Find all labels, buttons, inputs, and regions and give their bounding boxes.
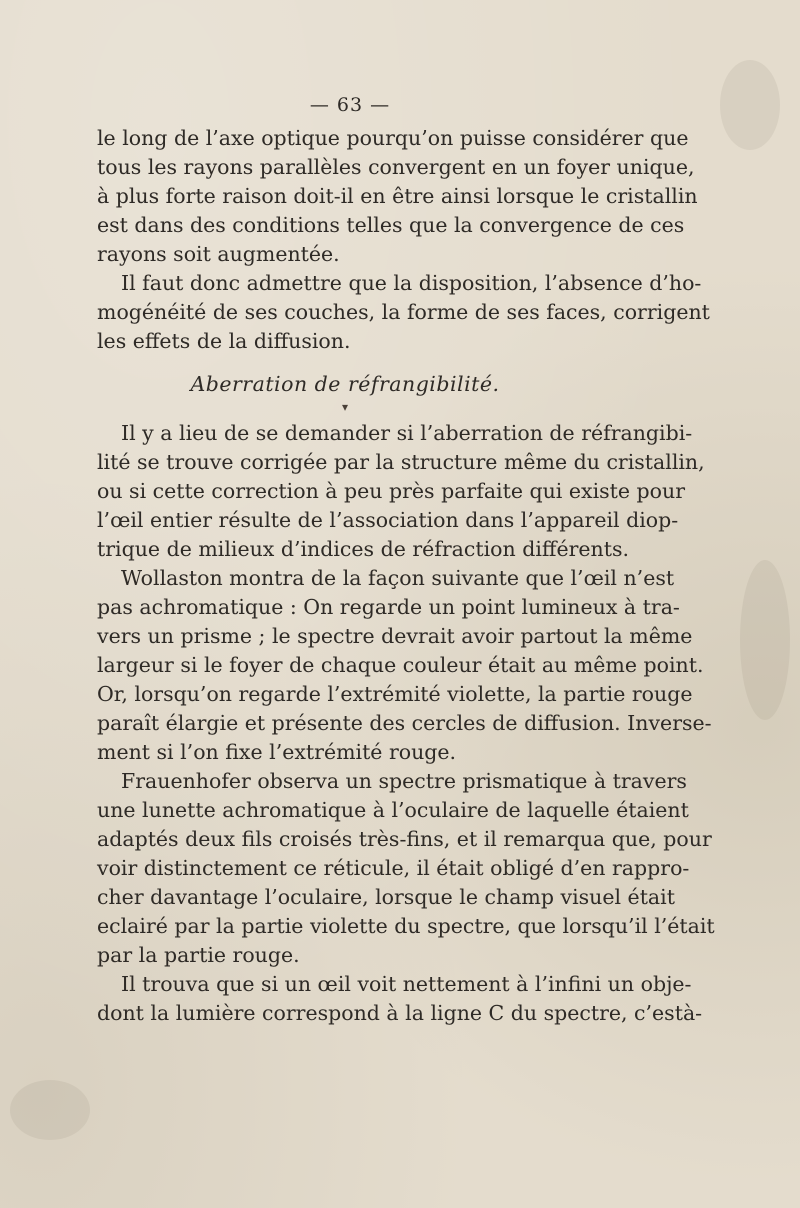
text-line: à plus forte raison doit-il en être ainsi lorsque le cristallin [97, 184, 698, 208]
paragraph-6 [97, 970, 703, 1028]
paragraph-5 [97, 767, 715, 970]
paper-stain [740, 560, 790, 720]
section-heading: Aberration de réfrangibilité. [190, 372, 500, 396]
text-line: ou si cette correction à peu près parfaite qui existe pour [97, 479, 686, 503]
text-line: eclairé par la partie violette du spectre, que lorsqu’il l’était [97, 914, 715, 938]
text-line: Or, lorsqu’on regarde l’extrémité violette, la partie rouge [97, 682, 693, 706]
text-line: dont la lumière correspond à la ligne C du spectre, c’està- [97, 1001, 703, 1025]
text-line: adaptés deux fils croisés très-fins, et il remarqua que, pour [97, 827, 712, 851]
text-line: vers un prisme ; le spectre devrait avoir partout la même [97, 624, 693, 648]
text-line: largeur si le foyer de chaque couleur était au même point. [97, 653, 704, 677]
paragraph-4 [97, 564, 712, 767]
text-line: Il y a lieu de se demander si l’aberration de réfrangibi- [121, 421, 693, 445]
text-line: les effets de la diffusion. [97, 329, 351, 353]
body-text [97, 124, 715, 1028]
text-line: pas achromatique : On regarde un point lumineux à tra- [97, 595, 680, 619]
text-line: le long de l’axe optique pourqu’on puisse considérer que [97, 126, 689, 150]
text-line: mogénéité de ses couches, la forme de ses faces, corrigent [97, 300, 710, 324]
text-line: Wollaston montra de la façon suivante que l’œil n’est [121, 566, 675, 590]
text-line: ment si l’on fixe l’extrémité rouge. [97, 740, 457, 764]
text-line: voir distinctement ce réticule, il était obligé d’en rappro- [97, 856, 690, 880]
text-line: l’œil entier résulte de l’association dans l’appareil diop- [97, 508, 679, 532]
text-line: lité se trouve corrigée par la structure même du cristallin, [97, 450, 705, 474]
text-line: par la partie rouge. [97, 943, 300, 967]
paragraph-3 [97, 419, 705, 564]
text-line: cher davantage l’oculaire, lorsque le champ visuel était [97, 885, 675, 909]
ornament-mark: ▾ [341, 400, 349, 414]
text-line: Il trouva que si un œil voit nettement à l’infini un obje- [121, 972, 692, 996]
paper-stain [10, 1080, 90, 1140]
text-line: paraît élargie et présente des cercles de diffusion. Inverse- [97, 711, 712, 735]
text-line: Il faut donc admettre que la disposition, l’absence d’ho- [121, 271, 702, 295]
page-number: — 63 — [309, 94, 391, 116]
text-line: Frauenhofer observa un spectre prismatique à travers [121, 769, 687, 793]
text-line: trique de milieux d’indices de réfraction différents. [97, 537, 630, 561]
paper-stain [720, 60, 780, 150]
text-line: une lunette achromatique à l’oculaire de laquelle étaient [97, 798, 689, 822]
text-line: rayons soit augmentée. [97, 242, 340, 266]
text-line: est dans des conditions telles que la convergence de ces [97, 213, 685, 237]
paragraph-1 [97, 124, 698, 269]
text-line: tous les rayons parallèles convergent en un foyer unique, [97, 155, 695, 179]
paragraph-2 [97, 269, 710, 356]
